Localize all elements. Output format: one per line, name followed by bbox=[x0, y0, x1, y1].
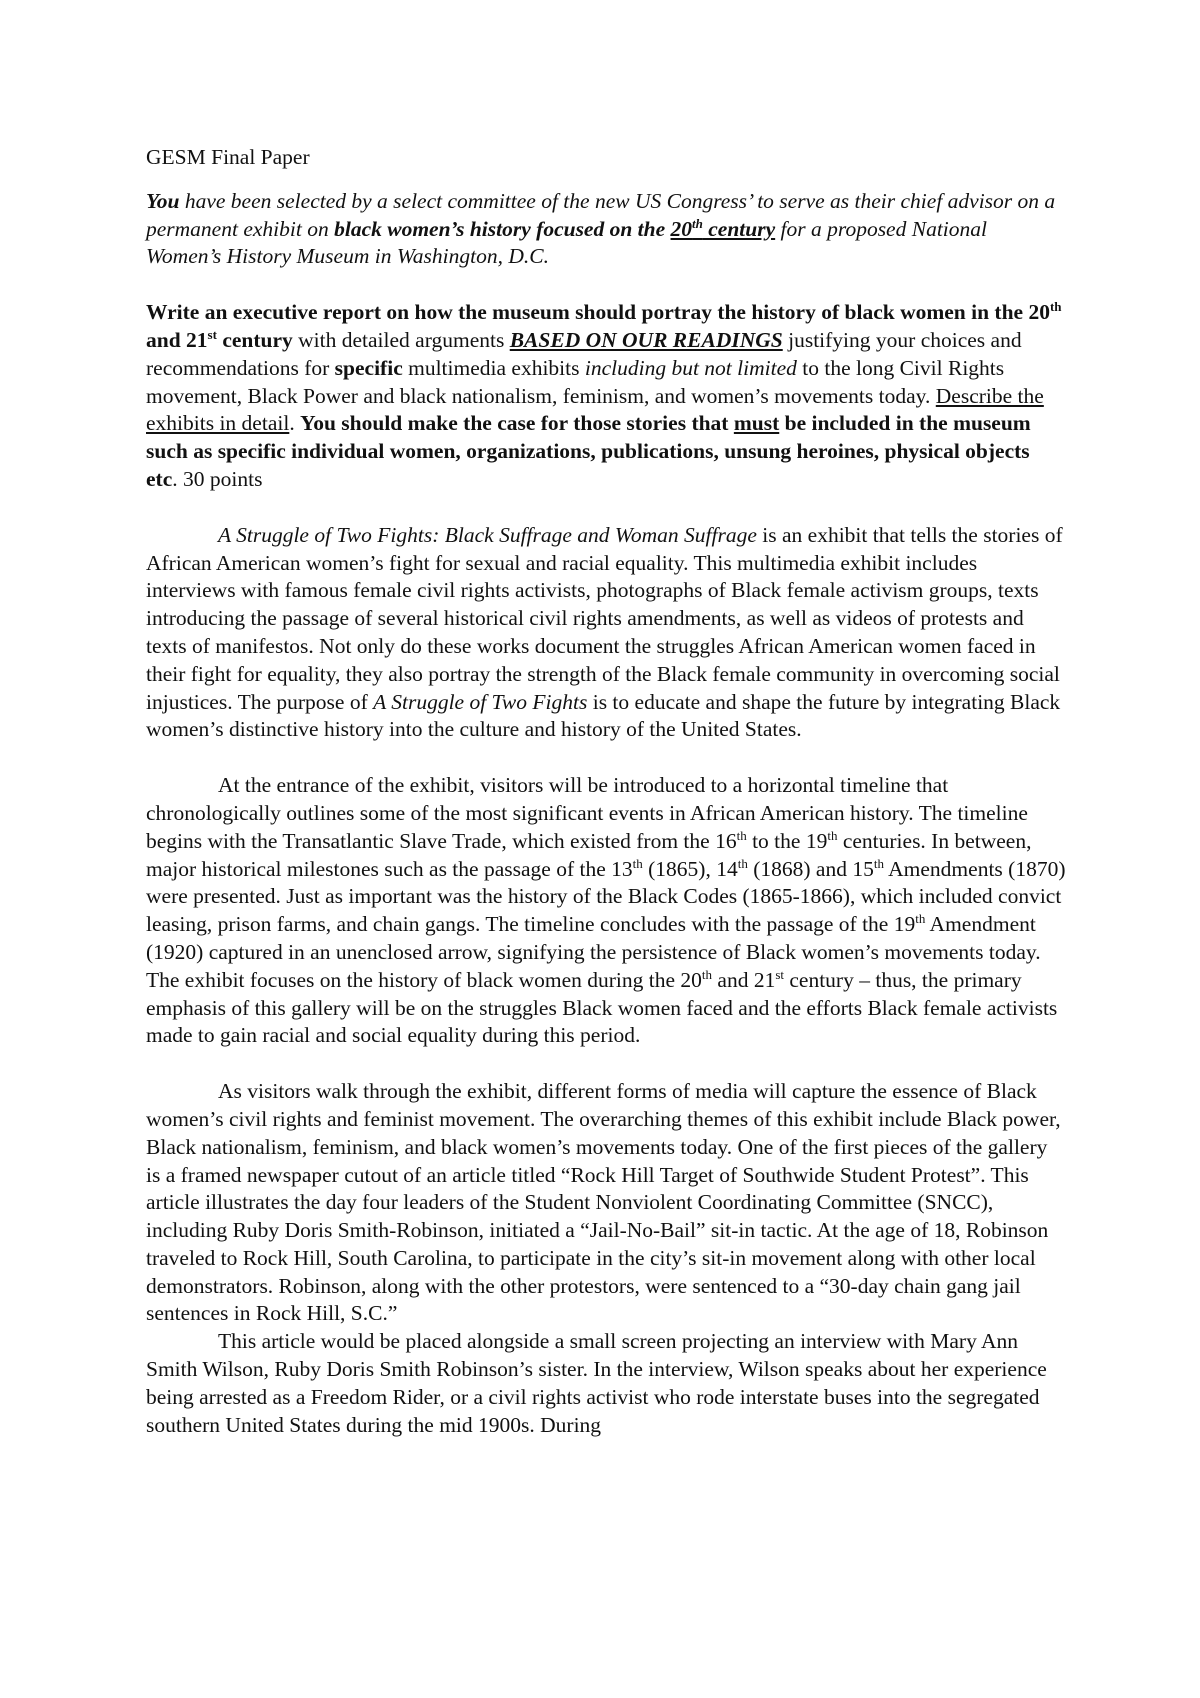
body-paragraph-3: As visitors walk through the exhibit, different forms of media will capture the essence of Black women’s civil rights and feminist movement. The overarching themes of this exhibit include Black power, Black nationalism, feminism, and black women’s movements today. One of the first pieces of the gallery is a framed newspaper cutout of an article titled “Rock Hill Target of Southwide Student Protest”. This article illustrates the day four leaders of the Student Nonviolent Coordinating Committee (SNCC), including Ruby Doris Smith-Robinson, initiated a “Jail-No-Bail” sit-in tactic. At the age of 18, Robinson traveled to Rock Hill, South Carolina, to participate in the city’s sit-in movement along with other local demonstrators. Robinson, along with the other protestors, were sentenced to a “30-day chain gang jail sentences in Rock Hill, S.C.” bbox=[146, 1079, 1061, 1326]
document-title: GESM Final Paper bbox=[146, 145, 310, 169]
body-paragraph-1 bbox=[146, 522, 1066, 744]
task-italic-1: including but not limited bbox=[584, 355, 797, 380]
task-text-4: to the long Civil Rights movement, Black Power and black nationalism, feminism, and women’s movements today. bbox=[146, 355, 1005, 408]
task-bold-must: must bbox=[733, 411, 780, 436]
prompt-century-number bbox=[671, 217, 776, 241]
document-page bbox=[146, 144, 1066, 1439]
p2-sup-7: th bbox=[701, 966, 713, 982]
prompt-bold-topic: black women’s history focused on the bbox=[334, 216, 671, 241]
prompt-text-a: have been selected by a select committee of the new US Congress’ to serve as their chief advisor on a permanent exhibit on bbox=[146, 188, 1056, 241]
task-bold-1: Write an executive report on how the museum should portray the history of black women in the 20 bbox=[146, 300, 1050, 325]
task-text-1: with detailed arguments bbox=[292, 327, 510, 352]
p2-text-1: At the entrance of the exhibit, visitors will be introduced to a horizontal timeline that chronologically outlines some of the most significant events in African American history. The timeline begins with the Transatlantic Slave Trade, which existed from the 16 bbox=[146, 773, 1028, 853]
exhibit-title: A Struggle of Two Fights: Black Suffrage and Woman Suffrage bbox=[218, 522, 757, 547]
p2-sup-4: th bbox=[737, 855, 748, 871]
prompt-century: century bbox=[702, 216, 776, 241]
prompt-you: You bbox=[146, 188, 180, 213]
p2-sup-5: th bbox=[873, 855, 884, 871]
assignment-prompt bbox=[146, 188, 1066, 271]
prompt-20: 20 bbox=[670, 216, 693, 241]
task-text-3: multimedia exhibits bbox=[402, 355, 585, 380]
task-points: . 30 points bbox=[172, 466, 263, 491]
p2-text-7: Amendment (1920) captured in an unenclosed arrow, signifying the persistence of Black women’s movements today. The exhibit focuses on the history of black women during the 20 bbox=[146, 912, 1041, 992]
p2-sup-8: st bbox=[775, 966, 784, 982]
p2-sup-2: th bbox=[827, 827, 838, 843]
p2-sup-6: th bbox=[915, 911, 926, 927]
p2-sup-3: th bbox=[632, 855, 643, 871]
body-paragraph-4: This article would be placed alongside a small screen projecting an interview with Mary Ann Smith Wilson, Ruby Doris Smith Robinson’s sister. In the interview, Wilson speaks about her experience being arrested as a Freedom Rider, or a civil rights activist who rode interstate buses into the segregated southern United States during the mid 1900s. During bbox=[146, 1329, 1047, 1437]
task-bold-specific: specific bbox=[334, 355, 403, 380]
p1-text-1: is an exhibit that tells the stories of African American women’s fight for sexual and racial equality. This multimedia exhibit includes interviews with famous female civil rights activists, photographs of Black female activism groups, texts introducing the passage of several historical civil rights amendments, as well as videos of protests and texts of manifestos. Not only do these works document the struggles African American women faced in their fight for equality, they also portray the strength of the Black female community in overcoming social injustices. The purpose of bbox=[146, 522, 1063, 714]
task-bold-5: You should make the case for those stories that bbox=[300, 411, 734, 436]
prompt-text-b: for a proposed National Women’s History Museum in Washington, D.C. bbox=[146, 216, 987, 269]
task-based-on-readings: BASED ON OUR READINGS bbox=[509, 327, 783, 352]
p2-sup-1: th bbox=[736, 827, 747, 843]
p2-text-9: century – thus, the primary emphasis of this gallery will be on the struggles Black women faced and the efforts Black female activists made to gain racial and social equality during this period. bbox=[146, 967, 1058, 1048]
task-bold-3: century bbox=[216, 327, 293, 352]
p2-text-5: (1868) and 15 bbox=[747, 856, 874, 881]
p2-text-4: (1865), 14 bbox=[642, 856, 738, 881]
task-sup-1: th bbox=[1049, 299, 1062, 315]
body-paragraph-2 bbox=[146, 772, 1066, 1050]
exhibit-title-short: A Struggle of Two Fights bbox=[373, 689, 588, 714]
task-text-5: . bbox=[289, 411, 301, 436]
task-text-2: justifying your choices and recommendations for bbox=[146, 327, 1022, 380]
task-bold-6: be included in the museum such as specific individual women, organizations, publications, unsung heroines, physical objects etc bbox=[146, 411, 1031, 491]
task-bold-2: and 21 bbox=[146, 327, 208, 352]
p1-text-2: is to educate and shape the future by integrating Black women’s distinctive history into the culture and history of the United States. bbox=[146, 689, 1061, 742]
p2-text-3: centuries. In between, major historical milestones such as the passage of the 13 bbox=[146, 828, 1032, 881]
task-underline-1: Describe the exhibits in detail bbox=[146, 383, 1044, 436]
p2-text-2: to the 19 bbox=[746, 828, 828, 853]
p2-text-6: Amendments (1870) were presented. Just as important was the history of the Black Codes (1865-1866), which included convict leasing, prison farms, and chain gangs. The timeline concludes with the passage of the 19 bbox=[146, 856, 1066, 937]
prompt-th-sup: th bbox=[692, 215, 703, 231]
task-sup-2: st bbox=[207, 326, 217, 342]
p2-text-8: and 21 bbox=[712, 967, 776, 992]
assignment-task bbox=[146, 299, 1066, 494]
